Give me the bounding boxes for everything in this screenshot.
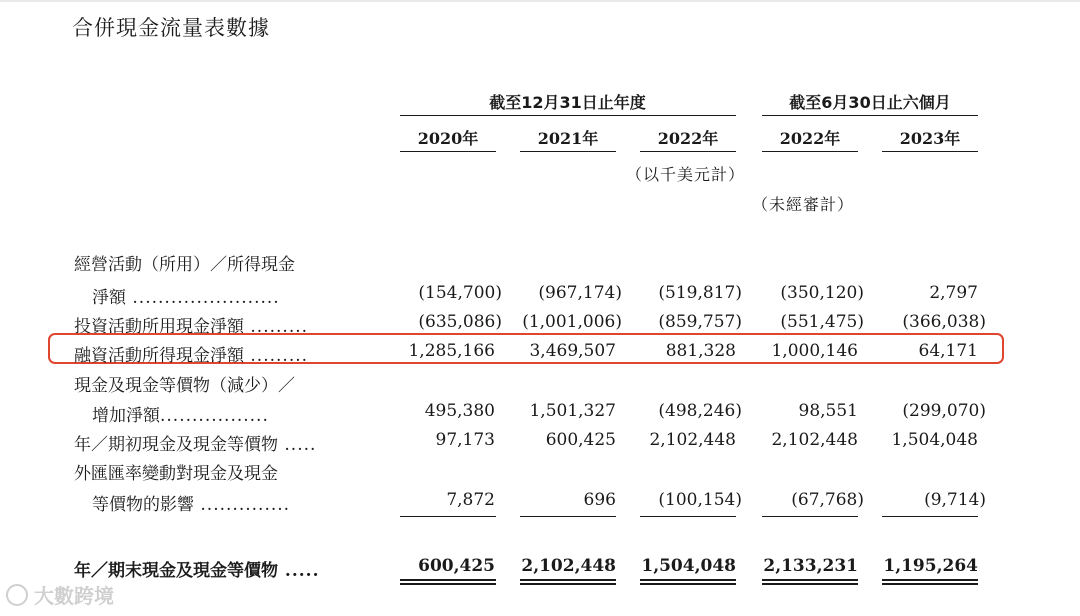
cell-netchange-2023h1: (299,070)	[902, 401, 986, 421]
cell-fx-2022h1: (67,768)	[791, 490, 864, 510]
cell-ending-2022h1: 2,133,231	[763, 556, 858, 576]
page-title: 合併現金流量表數據	[72, 16, 270, 40]
row-netchange-label-line2: 增加淨額.................	[92, 406, 269, 426]
cell-operating-2023h1: 2,797	[929, 283, 978, 303]
period-six-months-header: 截至6月30日止六個月	[789, 93, 951, 112]
cell-investing-2020: (635,086)	[418, 312, 502, 332]
cell-netchange-2022: (498,246)	[658, 401, 742, 421]
subtotal-rule-3	[640, 516, 736, 517]
cell-ending-2022: 1,504,048	[641, 556, 736, 576]
cell-netchange-2021: 1,501,327	[529, 401, 616, 421]
cell-beginning-2021: 600,425	[545, 430, 616, 450]
total-double-rule-3	[640, 579, 736, 585]
cell-ending-2021: 2,102,448	[521, 556, 616, 576]
watermark-logo-icon	[6, 584, 28, 606]
cell-beginning-2020: 97,173	[435, 430, 495, 450]
cell-ending-2023h1: 1,195,264	[883, 556, 978, 576]
cell-investing-2022: (859,757)	[658, 312, 742, 332]
year-rule-5	[882, 151, 978, 152]
cell-financing-2023h1: 64,171	[918, 341, 978, 361]
cell-financing-2022: 881,328	[665, 341, 736, 361]
row-beginning-label: 年／期初現金及現金等價物 .....	[74, 435, 317, 455]
row-ending-label: 年／期末現金及現金等價物 .....	[74, 561, 320, 581]
cell-investing-2021: (1,001,006)	[522, 312, 622, 332]
year-header-3: 2022年	[657, 129, 719, 148]
row-financing-label: 融資活動所得現金淨額 .........	[74, 346, 309, 366]
unit-note: （以千美元計）	[626, 165, 746, 184]
total-double-rule-5	[882, 579, 978, 585]
cell-beginning-2022h1: 2,102,448	[771, 430, 858, 450]
cell-fx-2021: 696	[583, 490, 616, 510]
year-header-5: 2023年	[899, 129, 961, 148]
subtotal-rule-2	[520, 516, 616, 517]
period-annual-header: 截至12月31日止年度	[489, 93, 646, 112]
period-annual-rule	[400, 115, 736, 116]
cell-operating-2022h1: (350,120)	[780, 283, 864, 303]
cell-beginning-2023h1: 1,504,048	[891, 430, 978, 450]
top-edge	[0, 0, 1080, 2]
cell-fx-2022: (100,154)	[658, 490, 742, 510]
year-header-1: 2020年	[417, 129, 479, 148]
subtotal-rule-1	[400, 516, 496, 517]
audit-note: （未經審計）	[752, 195, 855, 214]
row-fx-label-line2: 等價物的影響 ..............	[92, 495, 291, 515]
cell-fx-2020: 7,872	[446, 490, 495, 510]
cell-operating-2022: (519,817)	[658, 283, 742, 303]
cell-netchange-2022h1: 98,551	[798, 401, 858, 421]
period-six-months-rule	[762, 115, 978, 116]
year-rule-2	[520, 151, 616, 152]
year-rule-3	[640, 151, 736, 152]
cell-investing-2022h1: (551,475)	[780, 312, 864, 332]
subtotal-rule-4	[762, 516, 858, 517]
row-operating-label-line1: 經營活動（所用）／所得現金	[74, 255, 295, 275]
total-double-rule-4	[762, 579, 858, 585]
cell-operating-2020: (154,700)	[418, 283, 502, 303]
total-double-rule-1	[400, 579, 496, 585]
row-operating-label-line2: 淨額 .......................	[92, 288, 280, 308]
year-rule-4	[762, 151, 858, 152]
year-rule-1	[400, 151, 496, 152]
row-fx-label-line1: 外匯匯率變動對現金及現金	[74, 464, 278, 484]
subtotal-rule-5	[882, 516, 978, 517]
year-header-2: 2021年	[537, 129, 599, 148]
cell-operating-2021: (967,174)	[538, 283, 622, 303]
cell-financing-2020: 1,285,166	[408, 341, 495, 361]
total-double-rule-2	[520, 579, 616, 585]
watermark: 大數跨境	[6, 580, 114, 609]
cell-investing-2023h1: (366,038)	[902, 312, 986, 332]
cell-financing-2022h1: 1,000,146	[771, 341, 858, 361]
cell-beginning-2022: 2,102,448	[649, 430, 736, 450]
cell-netchange-2020: 495,380	[424, 401, 495, 421]
year-header-4: 2022年	[779, 129, 841, 148]
row-investing-label: 投資活動所用現金淨額 .........	[74, 317, 309, 337]
cell-financing-2021: 3,469,507	[529, 341, 616, 361]
cell-fx-2023h1: (9,714)	[924, 490, 986, 510]
row-netchange-label-line1: 現金及現金等價物（減少）／	[74, 376, 295, 396]
cell-ending-2020: 600,425	[418, 556, 495, 576]
